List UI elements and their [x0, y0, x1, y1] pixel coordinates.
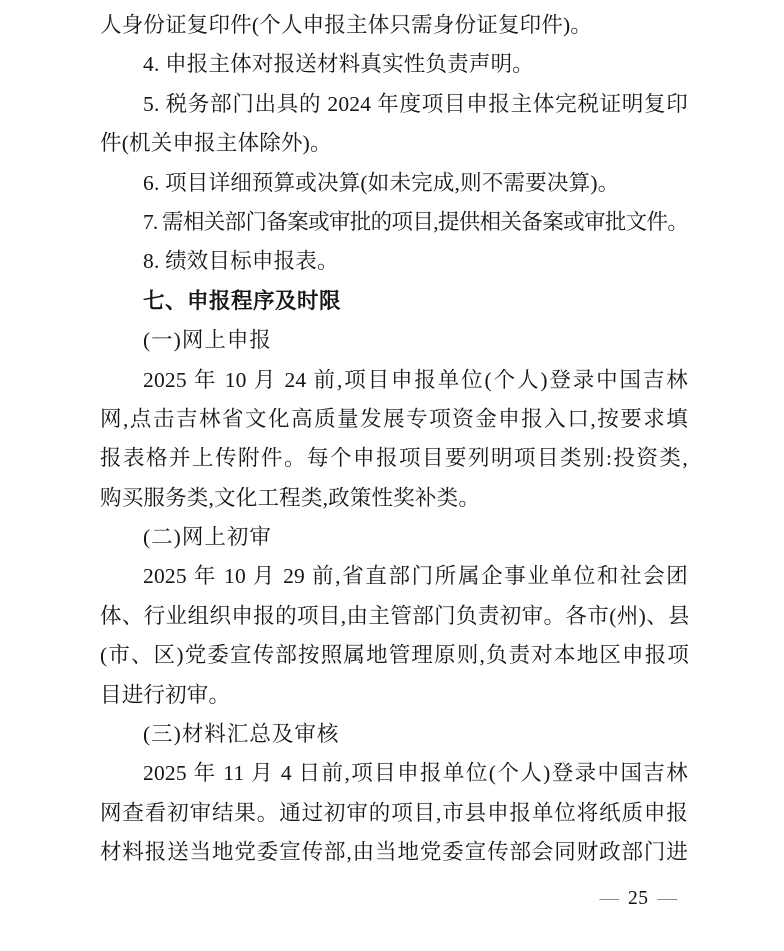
subsection-heading-2: (二)网上初审	[143, 525, 272, 550]
page-number: 25	[628, 888, 649, 909]
text-line: 购买服务类,文化工程类,政策性奖补类。	[100, 485, 481, 510]
text-line: 2025 年 10 月 24 前,项目申报单位(个人)登录中国吉林	[143, 367, 688, 392]
list-item-4: 4. 申报主体对报送材料真实性负责声明。	[143, 52, 535, 77]
text-line: 目进行初审。	[100, 682, 231, 707]
footer-dash-right: —	[657, 888, 677, 909]
subsection-heading-1: (一)网上申报	[143, 328, 272, 353]
list-item-6: 6. 项目详细预算或决算(如未完成,则不需要决算)。	[143, 170, 620, 195]
text-line: 报表格并上传附件。每个申报项目要列明项目类别:投资类,	[100, 446, 688, 471]
document-body	[100, 6, 688, 873]
text-line: 网查看初审结果。通过初审的项目,市县申报单位将纸质申报	[100, 800, 688, 825]
text-line: (市、区)党委宣传部按照属地管理原则,负责对本地区申报项	[100, 643, 688, 668]
list-item-5: 5. 税务部门出具的 2024 年度项目申报主体完税证明复印	[143, 91, 688, 116]
text-line: 2025 年 10 月 29 前,省直部门所属企事业单位和社会团	[143, 564, 688, 589]
text-line: 网,点击吉林省文化高质量发展专项资金申报入口,按要求填	[100, 406, 688, 431]
subsection-heading-3: (三)材料汇总及审核	[143, 722, 340, 747]
text-line: 2025 年 11 月 4 日前,项目申报单位(个人)登录中国吉林	[143, 761, 688, 786]
text-line: 材料报送当地党委宣传部,由当地党委宣传部会同财政部门进	[100, 840, 688, 865]
footer-dash-left: —	[599, 888, 619, 909]
list-item-7: 7. 需相关部门备案或审批的项目,提供相关备案或审批文件。	[143, 209, 688, 234]
section-heading: 七、申报程序及时限	[143, 288, 342, 314]
text-line: 体、行业组织申报的项目,由主管部门负责初审。各市(州)、县	[100, 603, 688, 628]
list-item-8: 8. 绩效目标申报表。	[143, 249, 339, 274]
text-line: 件(机关申报主体除外)。	[100, 131, 332, 156]
page-footer	[600, 886, 678, 912]
text-line: 人身份证复印件(个人申报主体只需身份证复印件)。	[100, 13, 593, 37]
